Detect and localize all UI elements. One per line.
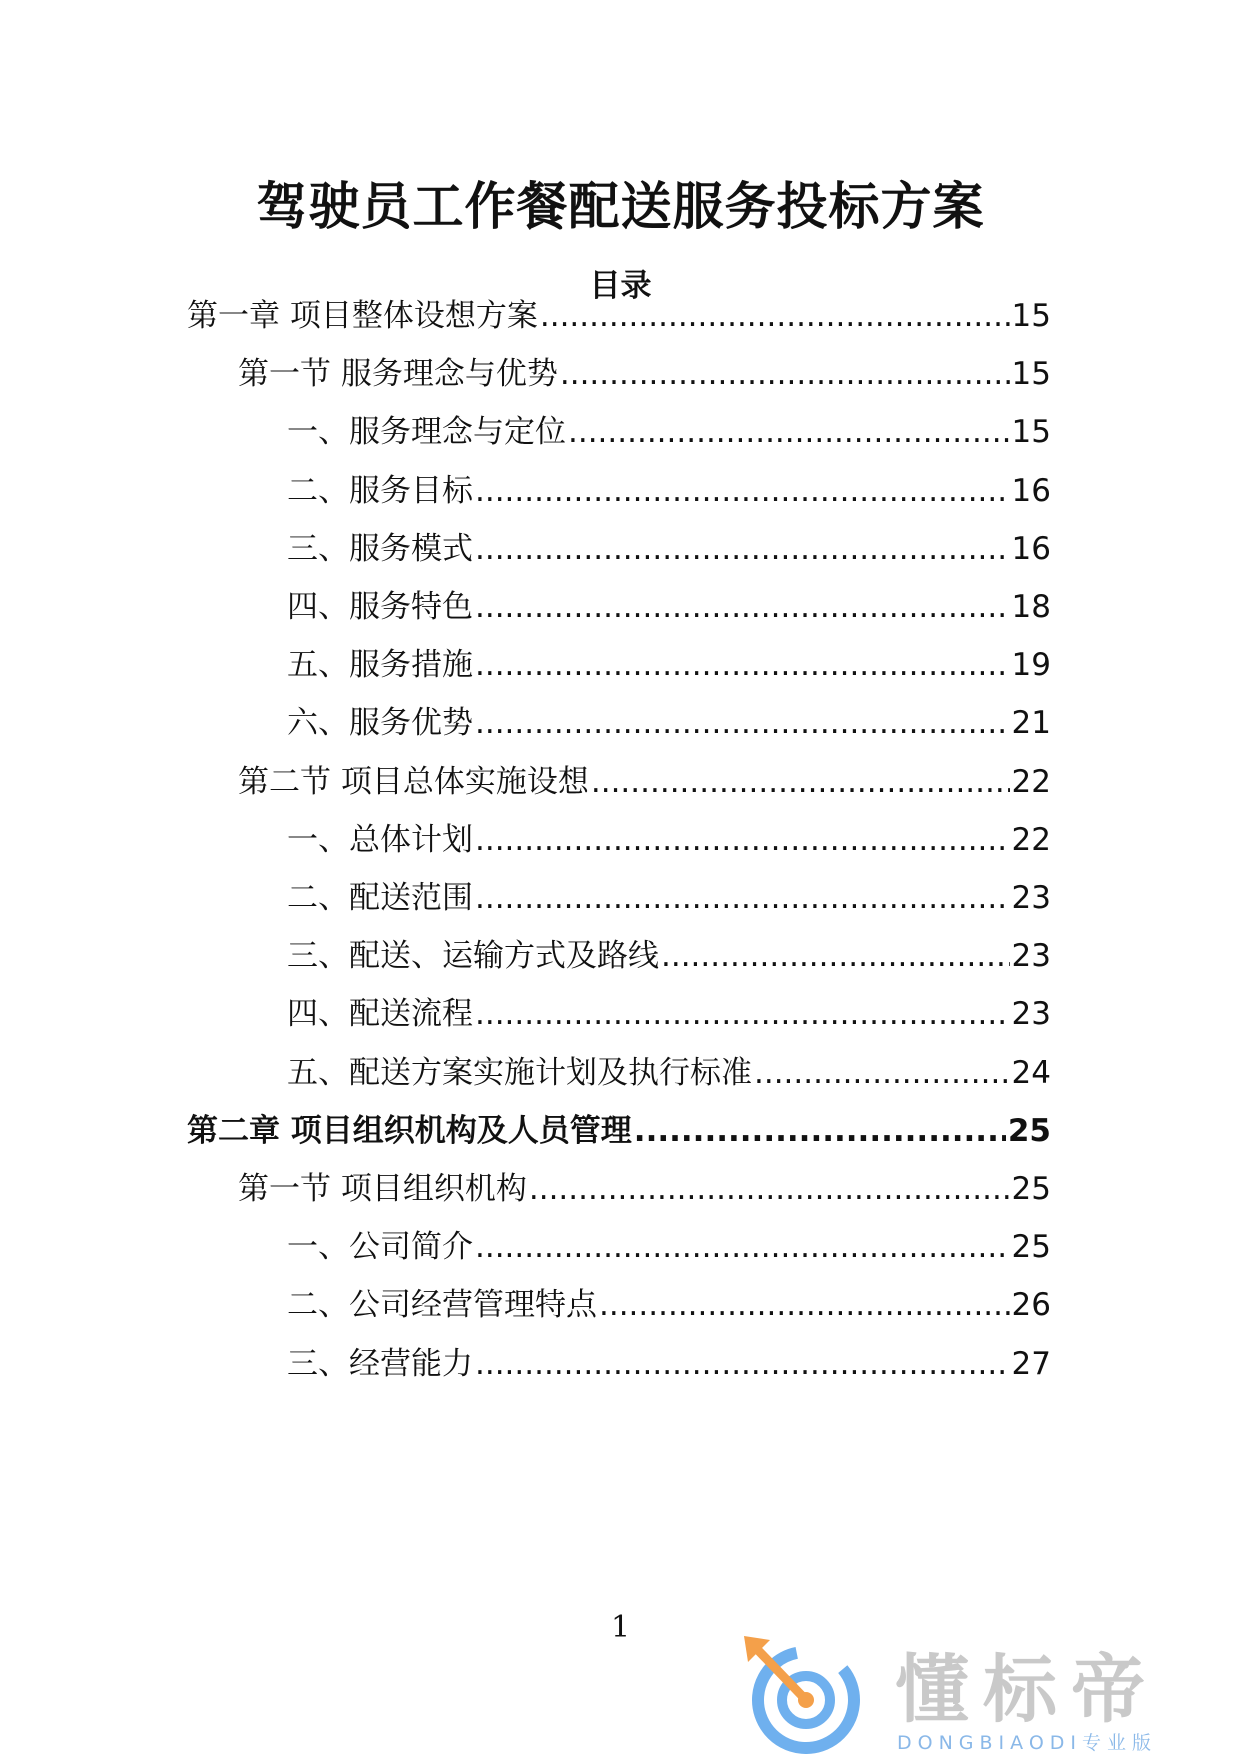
toc-entry-page: 23 [1011, 938, 1051, 975]
toc-entry[interactable] [187, 1106, 1051, 1156]
toc-dot-leader [475, 582, 1010, 632]
toc-entry-page: 22 [1011, 821, 1051, 858]
toc-entry-page: 15 [1011, 414, 1051, 451]
toc-dot-leader [540, 291, 1010, 341]
toc-entry-text: 三、配送、运输方式及路线 [287, 938, 659, 975]
toc-heading: 目录 [589, 268, 652, 304]
toc-entry-text: 一、服务理念与定位 [287, 414, 566, 451]
toc-entry[interactable] [238, 1164, 1051, 1214]
toc-entry-text: 一、总体计划 [287, 821, 473, 858]
toc-dot-leader [475, 815, 1010, 865]
toc-entry-text: 三、经营能力 [287, 1345, 473, 1382]
toc-entry-text: 二、服务目标 [287, 472, 473, 509]
toc-entry[interactable] [238, 349, 1051, 399]
toc-entry-text: 第二章 项目组织机构及人员管理 [187, 1112, 632, 1149]
toc-entry[interactable] [287, 1280, 1051, 1330]
toc-dot-leader [475, 466, 1010, 516]
toc-entry[interactable] [287, 931, 1051, 981]
target-arrow-icon [740, 1632, 870, 1754]
toc-entry-text: 四、配送流程 [287, 996, 473, 1033]
toc-entry-text: 一、公司简介 [287, 1229, 473, 1266]
toc-entry-page: 18 [1011, 589, 1051, 625]
toc-dot-leader [475, 698, 1010, 748]
toc-entry[interactable] [287, 1048, 1051, 1098]
toc-dot-leader [475, 1222, 1010, 1272]
page-number: 1 [610, 1610, 631, 1645]
toc-dot-leader [475, 640, 1010, 690]
toc-entry-page: 23 [1011, 880, 1051, 916]
toc-entry-page: 15 [1011, 298, 1051, 334]
toc-entry-page: 25 [1011, 1171, 1051, 1207]
toc-entry-text: 三、服务模式 [287, 530, 473, 567]
toc-dot-leader [754, 1048, 1010, 1098]
watermark-brand-name: 懂标帝 [895, 1647, 1159, 1733]
toc-dot-leader [568, 407, 1010, 457]
toc-entry[interactable] [287, 407, 1051, 457]
toc-dot-leader [634, 1106, 1006, 1156]
toc-entry-page: 23 [1011, 996, 1051, 1033]
toc-entry-page: 22 [1011, 763, 1051, 800]
toc-entry[interactable] [287, 873, 1051, 923]
toc-entry-text: 第一章 项目整体设想方案 [187, 298, 538, 334]
watermark-brand-subtitle: DONGBIAODI专业版 [897, 1732, 1158, 1754]
toc-entry-page: 15 [1011, 356, 1051, 393]
toc-entry[interactable] [287, 815, 1051, 865]
toc-entry[interactable] [287, 524, 1051, 574]
toc-entry[interactable] [287, 582, 1051, 632]
toc-entry[interactable] [187, 291, 1051, 341]
toc-entry-text: 二、配送范围 [287, 880, 473, 916]
toc-entry-page: 27 [1011, 1345, 1051, 1382]
toc-entry-page: 26 [1011, 1287, 1051, 1324]
toc-entry[interactable] [287, 466, 1051, 516]
toc-entry-text: 二、公司经营管理特点 [287, 1287, 597, 1324]
toc-dot-leader [560, 349, 1010, 399]
toc-dot-leader [529, 1164, 1010, 1214]
watermark [740, 1632, 1241, 1754]
toc-dot-leader [599, 1280, 1010, 1330]
toc-entry-text: 第二节 项目总体实施设想 [238, 763, 589, 800]
toc-entry-text: 第一节 项目组织机构 [238, 1171, 527, 1207]
toc-entry-page: 19 [1011, 647, 1051, 684]
toc-dot-leader [475, 1339, 1010, 1389]
toc-entry[interactable] [287, 989, 1051, 1039]
toc-entry-page: 25 [1007, 1112, 1051, 1149]
toc-entry-page: 16 [1011, 472, 1051, 509]
document-title: 驾驶员工作餐配送服务投标方案 [256, 178, 985, 237]
toc-dot-leader [591, 757, 1010, 807]
toc-entry-page: 16 [1011, 530, 1051, 567]
toc-entry[interactable] [287, 640, 1051, 690]
toc-entry-text: 四、服务特色 [287, 589, 473, 625]
toc-entry[interactable] [238, 757, 1051, 807]
toc-entry-text: 五、服务措施 [287, 647, 473, 684]
toc-dot-leader [475, 989, 1010, 1039]
toc-entry-text: 第一节 服务理念与优势 [238, 356, 558, 393]
toc-entry-text: 六、服务优势 [287, 705, 473, 742]
toc-entry-page: 25 [1011, 1229, 1051, 1266]
toc-entry[interactable] [287, 1339, 1051, 1389]
toc-entry[interactable] [287, 1222, 1051, 1272]
toc-dot-leader [475, 873, 1010, 923]
toc-dot-leader [475, 524, 1010, 574]
toc-entry-text: 五、配送方案实施计划及执行标准 [287, 1054, 752, 1091]
toc-dot-leader [661, 931, 1010, 981]
toc-entry-page: 21 [1011, 705, 1051, 742]
toc-entry-page: 24 [1011, 1054, 1051, 1091]
toc-entry[interactable] [287, 698, 1051, 748]
